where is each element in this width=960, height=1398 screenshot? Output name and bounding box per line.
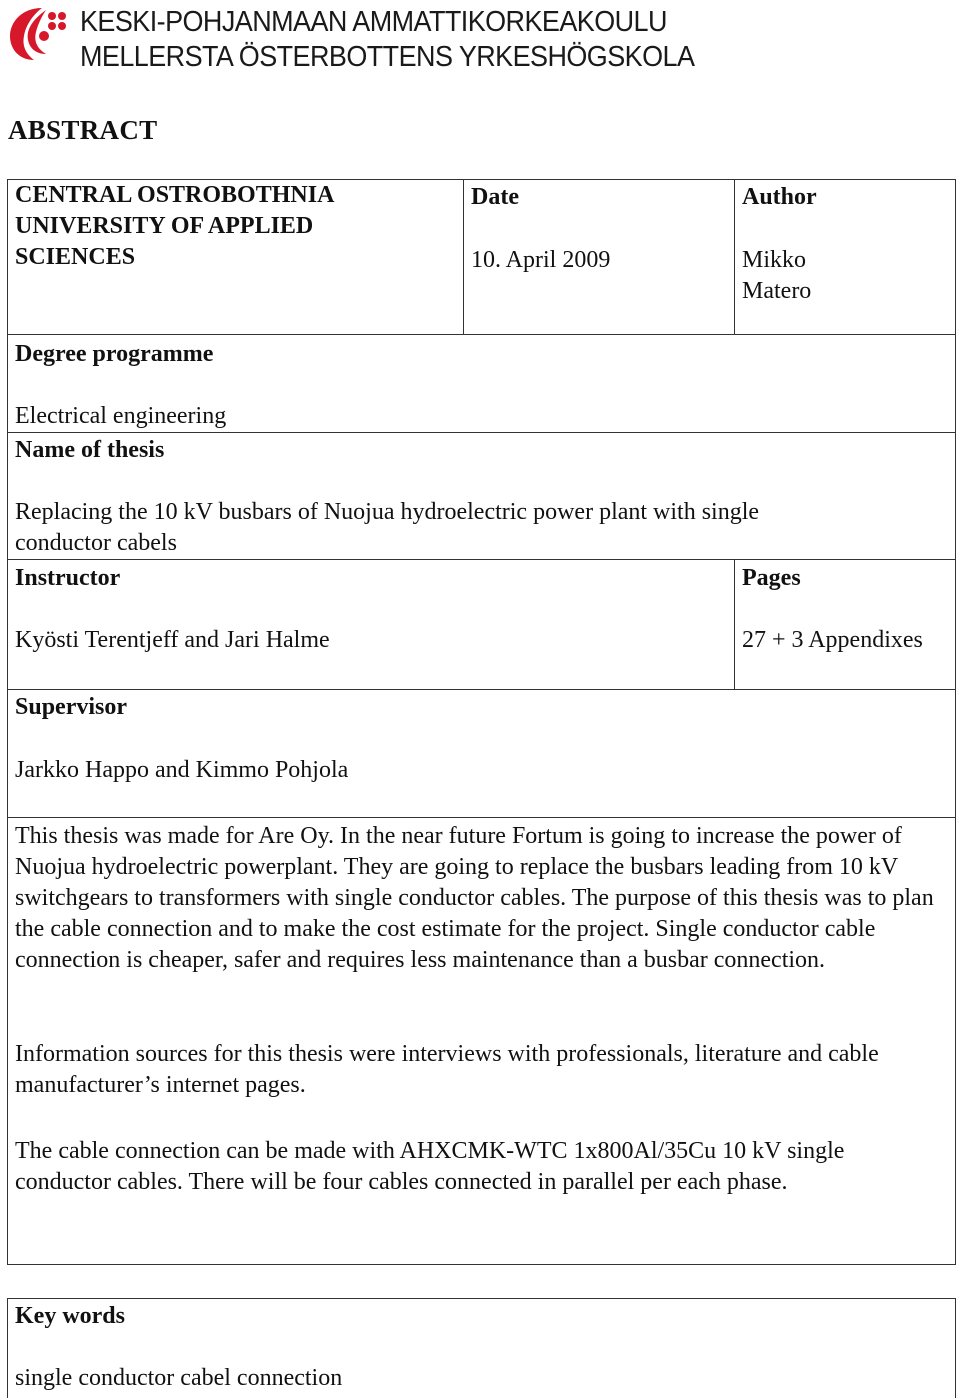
instructor-label: Instructor — [15, 565, 121, 591]
supervisor-value: Jarkko Happo and Kimmo Pohjola — [15, 757, 349, 783]
author-value: Mikko — [742, 247, 807, 273]
university-name-line: SCIENCES — [15, 244, 136, 270]
degree-value: Electrical engineering — [15, 403, 227, 429]
divider — [7, 689, 956, 690]
thesis-title: Replacing the 10 kV busbars of Nuojua hydroelectric power plant with single — [15, 499, 760, 525]
divider — [7, 817, 956, 818]
abstract-paragraph: Information sources for this thesis were interviews with professionals, literature and cable manufacturer’s internet pages. — [15, 1041, 879, 1098]
keywords-value: single conductor cabel connection — [15, 1365, 343, 1391]
supervisor-label: Supervisor — [15, 694, 128, 720]
divider — [7, 432, 956, 433]
institution-name-swedish: MELLERSTA ÖSTERBOTTENS YRKESHÖGSKOLA — [80, 41, 695, 73]
date-label: Date — [471, 184, 519, 210]
degree-label: Degree programme — [15, 341, 214, 367]
thesis-label: Name of thesis — [15, 437, 165, 463]
date-value: 10. April 2009 — [471, 247, 611, 273]
pages-value: 27 + 3 Appendixes — [742, 627, 923, 653]
divider — [463, 179, 464, 335]
university-name-line: CENTRAL OSTROBOTHNIA — [15, 182, 335, 208]
thesis-title: conductor cabels — [15, 530, 177, 556]
abstract-paragraph: This thesis was made for Are Oy. In the near future Fortum is going to increase the power of Nuojua hydroelectric powerplant. They are going to replace the busbars leading from 10 kV switchgears to transformers with single conductor cables. The purpose of this thesis was to plan the cable connection and to make the cost estimate for the project. Single conductor cable connection is cheaper, safer and requires less maintenance than a busbar connection. — [15, 823, 934, 973]
divider — [7, 334, 956, 335]
keywords-label: Key words — [15, 1303, 125, 1329]
university-name-line: UNIVERSITY OF APPLIED — [15, 213, 314, 239]
author-label: Author — [742, 184, 817, 210]
institution-name-finnish: KESKI-POHJANMAAN AMMATTIKORKEAKOULU — [80, 6, 667, 38]
page-title: ABSTRACT — [8, 115, 158, 145]
instructor-value: Kyösti Terentjeff and Jari Halme — [15, 627, 330, 653]
abstract-paragraph: The cable connection can be made with AHXCMK-WTC 1x800Al/35Cu 10 kV single conductor cables. There will be four cables connected in parallel per each phase. — [15, 1138, 845, 1195]
author-value: Matero — [742, 278, 812, 304]
pages-label: Pages — [742, 565, 801, 591]
divider — [734, 179, 735, 335]
divider — [734, 559, 735, 690]
university-logo-icon — [6, 2, 70, 66]
divider — [7, 559, 956, 560]
